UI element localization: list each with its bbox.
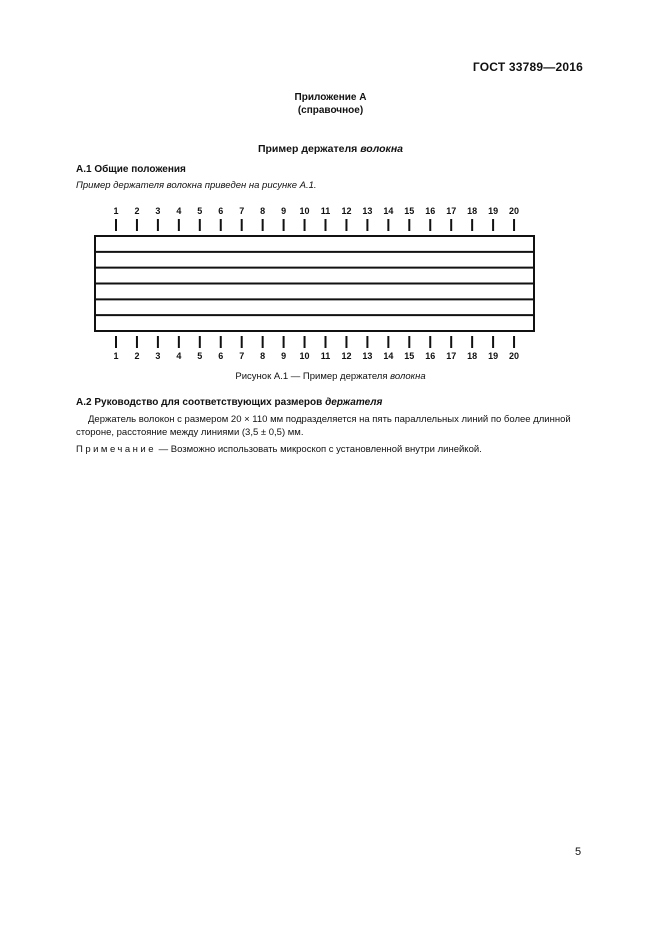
scale-label-top: 8	[260, 206, 266, 216]
figure-caption-text: Рисунок А.1 — Пример держателя	[235, 371, 391, 382]
document-code: ГОСТ 33789—2016	[472, 60, 583, 74]
section-a2-paragraph-text: Держатель волокон с размером 20 × 110 мм подразделяется на пять параллельных линий по более длинной стороне, расстояние между линиями (3,5 ± 0,5) мм.	[76, 414, 571, 438]
scale-label-bottom: 20	[509, 351, 520, 361]
scale-label-bottom: 8	[260, 351, 266, 361]
section-a2-heading-text: А.2 Руководство для соответствующих размеров	[76, 397, 326, 408]
scale-label-bottom: 12	[341, 351, 352, 361]
scale-label-bottom: 11	[320, 351, 331, 361]
scale-label-top: 20	[509, 206, 520, 216]
scale-label-top: 6	[218, 206, 224, 216]
scale-label-bottom: 18	[467, 351, 478, 361]
page-number: 5	[575, 846, 582, 858]
section-a2-heading	[76, 397, 382, 408]
scale-label-bottom: 14	[383, 351, 394, 361]
scale-label-bottom: 15	[404, 351, 415, 361]
scale-label-bottom: 13	[362, 351, 373, 361]
scale-label-bottom: 2	[134, 351, 140, 361]
note	[76, 444, 482, 455]
scale-label-top: 13	[362, 206, 373, 216]
scale-label-top: 15	[404, 206, 415, 216]
scale-label-top: 7	[239, 206, 245, 216]
scale-label-bottom: 4	[176, 351, 182, 361]
scale-label-top: 4	[176, 206, 182, 216]
scale-label-top: 18	[467, 206, 478, 216]
scale-label-top: 1	[113, 206, 119, 216]
scale-label-top: 11	[320, 206, 331, 216]
scale-label-top: 3	[155, 206, 161, 216]
note-text: — Возможно использовать микроскоп с установленной внутри линейкой.	[156, 444, 482, 455]
section-a2-heading-italic: держателя	[325, 397, 383, 408]
scale-label-top: 5	[197, 206, 203, 216]
scale-label-bottom: 5	[197, 351, 203, 361]
scale-label-top: 10	[299, 206, 310, 216]
scale-label-top: 17	[446, 206, 457, 216]
scale-label-bottom: 6	[218, 351, 224, 361]
scale-label-bottom: 7	[239, 351, 245, 361]
scale-label-bottom: 1	[113, 351, 119, 361]
scale-label-top: 9	[281, 206, 287, 216]
scale-label-top: 14	[383, 206, 394, 216]
scale-label-top: 2	[134, 206, 140, 216]
note-label: Примечание	[76, 444, 156, 455]
scale-label-top: 19	[488, 206, 499, 216]
section-a2-paragraph	[76, 413, 586, 439]
scale-label-bottom: 16	[425, 351, 436, 361]
annex-title: Приложение А	[294, 92, 367, 103]
section-a1-text: Пример держателя волокна приведен на рисунке А.1.	[76, 180, 317, 191]
page-title-text: Пример держателя	[257, 143, 361, 155]
page-title-italic: волокна	[360, 143, 404, 155]
scale-label-bottom: 19	[488, 351, 499, 361]
figure-caption	[0, 371, 661, 382]
scale-label-top: 12	[341, 206, 352, 216]
scale-label-top: 16	[425, 206, 436, 216]
section-a1-heading: А.1 Общие положения	[76, 164, 186, 175]
scale-label-bottom: 9	[281, 351, 287, 361]
scale-label-bottom: 10	[299, 351, 310, 361]
figure-caption-italic: волокна	[390, 371, 426, 382]
scale-label-bottom: 3	[155, 351, 161, 361]
scale-label-bottom: 17	[446, 351, 457, 361]
annex-subtitle: (справочное)	[297, 105, 364, 116]
